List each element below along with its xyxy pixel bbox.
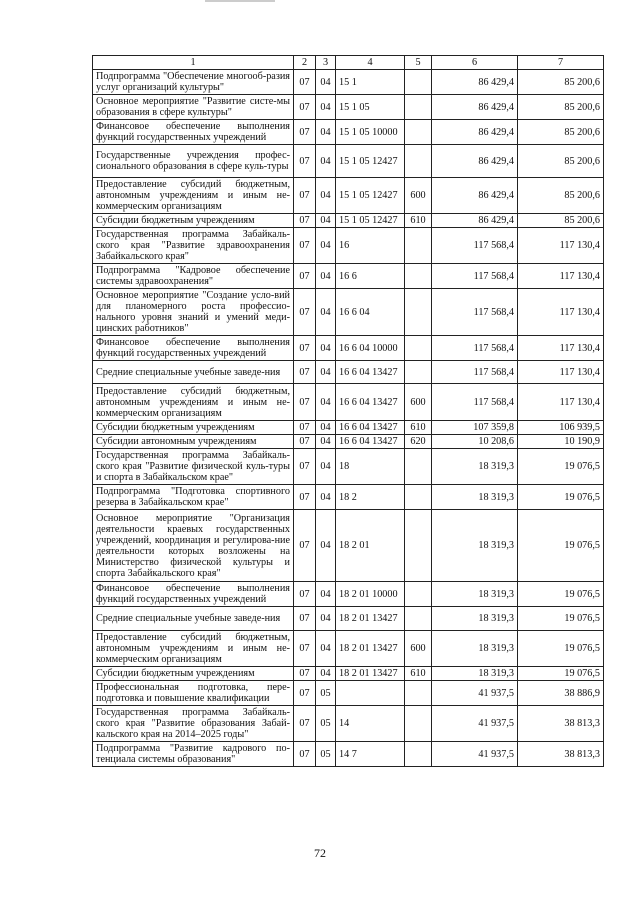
subsection-code-cell: 04 [316,510,336,582]
target-article-cell: 18 2 01 10000 [336,582,405,607]
row-name-cell: Предоставление субсидий бюджетным, автономным учреждениям и иным не-коммерческим организациям [93,384,294,421]
target-article-cell: 18 2 01 13427 [336,607,405,631]
row-name-cell: Государственная программа Забайкаль-ского края "Развитие здравоохранения Забайкальского края" [93,228,294,264]
expense-type-cell [405,228,432,264]
section-code-cell: 07 [294,70,316,95]
amount-year2-cell: 117 130,4 [518,264,604,289]
column-header: 5 [405,56,432,70]
row-name-cell: Подпрограмма "Обеспечение многооб-разия услуг организаций культуры" [93,70,294,95]
table-row [93,264,604,289]
amount-year2-cell: 38 813,3 [518,742,604,767]
expense-type-cell [405,120,432,145]
subsection-code-cell: 04 [316,264,336,289]
row-name-cell: Финансовое обеспечение выполнения функций государственных учреждений [93,336,294,361]
amount-year2-cell: 38 813,3 [518,706,604,742]
expense-type-cell [405,145,432,178]
table-row [93,607,604,631]
row-name-cell: Средние специальные учебные заведе-ния [93,361,294,384]
expense-type-cell [405,336,432,361]
table-row [93,485,604,510]
target-article-cell: 16 6 [336,264,405,289]
row-name-cell: Основное мероприятие "Организация деятельности краевых государственных учреждений, координация и регулирова-ние деятельности которых возложены на Министерство физической культуры и спорта Забайкальского края" [93,510,294,582]
table-row [93,435,604,449]
amount-year1-cell: 18 319,3 [432,449,518,485]
row-name-cell: Субсидии автономным учреждениям [93,435,294,449]
amount-year1-cell: 41 937,5 [432,706,518,742]
expense-type-cell: 600 [405,178,432,214]
expense-type-cell [405,264,432,289]
scan-mark [205,0,275,2]
column-header: 3 [316,56,336,70]
target-article-cell: 16 6 04 10000 [336,336,405,361]
table-row [93,421,604,435]
amount-year1-cell: 18 319,3 [432,607,518,631]
subsection-code-cell: 04 [316,421,336,435]
amount-year2-cell: 85 200,6 [518,145,604,178]
row-name-cell: Подпрограмма "Подготовка спортивного резерва в Забайкальском крае" [93,485,294,510]
amount-year1-cell: 86 429,4 [432,214,518,228]
section-code-cell: 07 [294,681,316,706]
subsection-code-cell: 05 [316,681,336,706]
section-code-cell: 07 [294,510,316,582]
target-article-cell: 16 6 04 13427 [336,435,405,449]
column-header: 2 [294,56,316,70]
section-code-cell: 07 [294,145,316,178]
section-code-cell: 07 [294,607,316,631]
target-article-cell: 16 6 04 [336,289,405,336]
row-name-cell: Субсидии бюджетным учреждениям [93,214,294,228]
amount-year2-cell: 38 886,9 [518,681,604,706]
subsection-code-cell: 04 [316,336,336,361]
table-row [93,361,604,384]
amount-year2-cell: 117 130,4 [518,361,604,384]
target-article-cell: 15 1 05 12427 [336,145,405,178]
expense-type-cell [405,510,432,582]
table-row [93,384,604,421]
row-name-cell: Средние специальные учебные заведе-ния [93,607,294,631]
subsection-code-cell: 04 [316,449,336,485]
amount-year2-cell: 19 076,5 [518,631,604,667]
section-code-cell: 07 [294,384,316,421]
subsection-code-cell: 04 [316,485,336,510]
expense-type-cell: 600 [405,384,432,421]
target-article-cell: 16 [336,228,405,264]
table-row [93,706,604,742]
subsection-code-cell: 04 [316,631,336,667]
table-row [93,178,604,214]
expense-type-cell: 610 [405,421,432,435]
target-article-cell: 18 2 01 13427 [336,667,405,681]
column-header: 1 [93,56,294,70]
table-row [93,631,604,667]
table-row [93,681,604,706]
target-article-cell: 15 1 05 12427 [336,178,405,214]
target-article-cell: 18 2 [336,485,405,510]
section-code-cell: 07 [294,95,316,120]
table-row [93,510,604,582]
target-article-cell [336,681,405,706]
table-row [93,95,604,120]
amount-year2-cell: 19 076,5 [518,510,604,582]
expense-type-cell [405,706,432,742]
page-number: 72 [314,846,326,860]
row-name-cell: Финансовое обеспечение выполнения функций государственных учреждений [93,120,294,145]
column-header: 7 [518,56,604,70]
subsection-code-cell: 04 [316,582,336,607]
amount-year1-cell: 117 568,4 [432,384,518,421]
table-row [93,70,604,95]
row-name-cell: Государственные учреждения профес-сионального образования в сфере куль-туры [93,145,294,178]
subsection-code-cell: 04 [316,228,336,264]
target-article-cell: 15 1 05 12427 [336,214,405,228]
expense-type-cell [405,95,432,120]
section-code-cell: 07 [294,485,316,510]
table-row [93,228,604,264]
amount-year2-cell: 85 200,6 [518,214,604,228]
subsection-code-cell: 05 [316,706,336,742]
amount-year1-cell: 18 319,3 [432,667,518,681]
subsection-code-cell: 04 [316,289,336,336]
expense-type-cell: 600 [405,631,432,667]
amount-year2-cell: 19 076,5 [518,607,604,631]
section-code-cell: 07 [294,449,316,485]
expense-type-cell [405,607,432,631]
target-article-cell: 14 [336,706,405,742]
section-code-cell: 07 [294,742,316,767]
amount-year1-cell: 117 568,4 [432,264,518,289]
expense-type-cell: 620 [405,435,432,449]
expense-type-cell: 610 [405,214,432,228]
amount-year1-cell: 117 568,4 [432,336,518,361]
expense-type-cell [405,681,432,706]
amount-year1-cell: 41 937,5 [432,742,518,767]
row-name-cell: Предоставление субсидий бюджетным, автономным учреждениям и иным не-коммерческим организациям [93,631,294,667]
row-name-cell: Подпрограмма "Развитие кадрового по-тенциала системы образования" [93,742,294,767]
subsection-code-cell: 04 [316,435,336,449]
section-code-cell: 07 [294,582,316,607]
amount-year2-cell: 85 200,6 [518,70,604,95]
section-code-cell: 07 [294,264,316,289]
subsection-code-cell: 04 [316,70,336,95]
amount-year2-cell: 19 076,5 [518,667,604,681]
amount-year2-cell: 117 130,4 [518,289,604,336]
subsection-code-cell: 04 [316,361,336,384]
amount-year2-cell: 117 130,4 [518,336,604,361]
amount-year2-cell: 106 939,5 [518,421,604,435]
subsection-code-cell: 04 [316,95,336,120]
target-article-cell: 15 1 05 [336,95,405,120]
subsection-code-cell: 05 [316,742,336,767]
row-name-cell: Государственная программа Забайкаль-ского края "Развитие образования Забай-кальского края на 2014–2025 годы" [93,706,294,742]
budget-table [92,55,604,767]
amount-year1-cell: 86 429,4 [432,178,518,214]
expense-type-cell: 610 [405,667,432,681]
row-name-cell: Субсидии бюджетным учреждениям [93,421,294,435]
table-row [93,667,604,681]
amount-year2-cell: 85 200,6 [518,178,604,214]
target-article-cell: 18 2 01 [336,510,405,582]
row-name-cell: Предоставление субсидий бюджетным, автономным учреждениям и иным не-коммерческим организациям [93,178,294,214]
subsection-code-cell: 04 [316,384,336,421]
section-code-cell: 07 [294,361,316,384]
column-header: 4 [336,56,405,70]
table-row [93,145,604,178]
amount-year1-cell: 18 319,3 [432,510,518,582]
amount-year2-cell: 117 130,4 [518,384,604,421]
table-row [93,449,604,485]
subsection-code-cell: 04 [316,667,336,681]
target-article-cell: 18 [336,449,405,485]
amount-year1-cell: 10 208,6 [432,435,518,449]
target-article-cell: 16 6 04 13427 [336,361,405,384]
section-code-cell: 07 [294,228,316,264]
table-row [93,742,604,767]
subsection-code-cell: 04 [316,178,336,214]
table-row [93,289,604,336]
amount-year2-cell: 85 200,6 [518,120,604,145]
amount-year1-cell: 86 429,4 [432,120,518,145]
table-row [93,582,604,607]
amount-year2-cell: 19 076,5 [518,582,604,607]
target-article-cell: 14 7 [336,742,405,767]
expense-type-cell [405,742,432,767]
row-name-cell: Финансовое обеспечение выполнения функций государственных учреждений [93,582,294,607]
section-code-cell: 07 [294,336,316,361]
subsection-code-cell: 04 [316,120,336,145]
section-code-cell: 07 [294,706,316,742]
section-code-cell: 07 [294,667,316,681]
amount-year1-cell: 117 568,4 [432,361,518,384]
column-header: 6 [432,56,518,70]
amount-year2-cell: 117 130,4 [518,228,604,264]
section-code-cell: 07 [294,435,316,449]
amount-year2-cell: 10 190,9 [518,435,604,449]
table-row [93,336,604,361]
expense-type-cell [405,289,432,336]
amount-year1-cell: 86 429,4 [432,95,518,120]
target-article-cell: 18 2 01 13427 [336,631,405,667]
amount-year1-cell: 18 319,3 [432,631,518,667]
row-name-cell: Основное мероприятие "Создание усло-вий для планомерного роста профессио-нального уровня знаний и умений меди-цинских работников" [93,289,294,336]
subsection-code-cell: 04 [316,145,336,178]
row-name-cell: Подпрограмма "Кадровое обеспечение системы здравоохранения" [93,264,294,289]
amount-year1-cell: 18 319,3 [432,485,518,510]
section-code-cell: 07 [294,214,316,228]
target-article-cell: 15 1 05 10000 [336,120,405,145]
amount-year1-cell: 117 568,4 [432,228,518,264]
amount-year1-cell: 107 359,8 [432,421,518,435]
section-code-cell: 07 [294,120,316,145]
row-name-cell: Профессиональная подготовка, пере-подготовка и повышение квалификации [93,681,294,706]
row-name-cell: Государственная программа Забайкаль-ского края "Развитие физической куль-туры и спорта в Забайкальском крае" [93,449,294,485]
row-name-cell: Субсидии бюджетным учреждениям [93,667,294,681]
table-row [93,214,604,228]
subsection-code-cell: 04 [316,607,336,631]
expense-type-cell [405,70,432,95]
amount-year2-cell: 19 076,5 [518,449,604,485]
amount-year1-cell: 18 319,3 [432,582,518,607]
section-code-cell: 07 [294,421,316,435]
section-code-cell: 07 [294,289,316,336]
section-code-cell: 07 [294,178,316,214]
amount-year1-cell: 41 937,5 [432,681,518,706]
expense-type-cell [405,361,432,384]
amount-year2-cell: 85 200,6 [518,95,604,120]
section-code-cell: 07 [294,631,316,667]
amount-year2-cell: 19 076,5 [518,485,604,510]
target-article-cell: 16 6 04 13427 [336,421,405,435]
row-name-cell: Основное мероприятие "Развитие систе-мы образования в сфере культуры" [93,95,294,120]
amount-year1-cell: 86 429,4 [432,70,518,95]
expense-type-cell [405,582,432,607]
target-article-cell: 15 1 [336,70,405,95]
target-article-cell: 16 6 04 13427 [336,384,405,421]
table-header-row [93,56,604,70]
subsection-code-cell: 04 [316,214,336,228]
expense-type-cell [405,449,432,485]
amount-year1-cell: 86 429,4 [432,145,518,178]
table-row [93,120,604,145]
amount-year1-cell: 117 568,4 [432,289,518,336]
expense-type-cell [405,485,432,510]
